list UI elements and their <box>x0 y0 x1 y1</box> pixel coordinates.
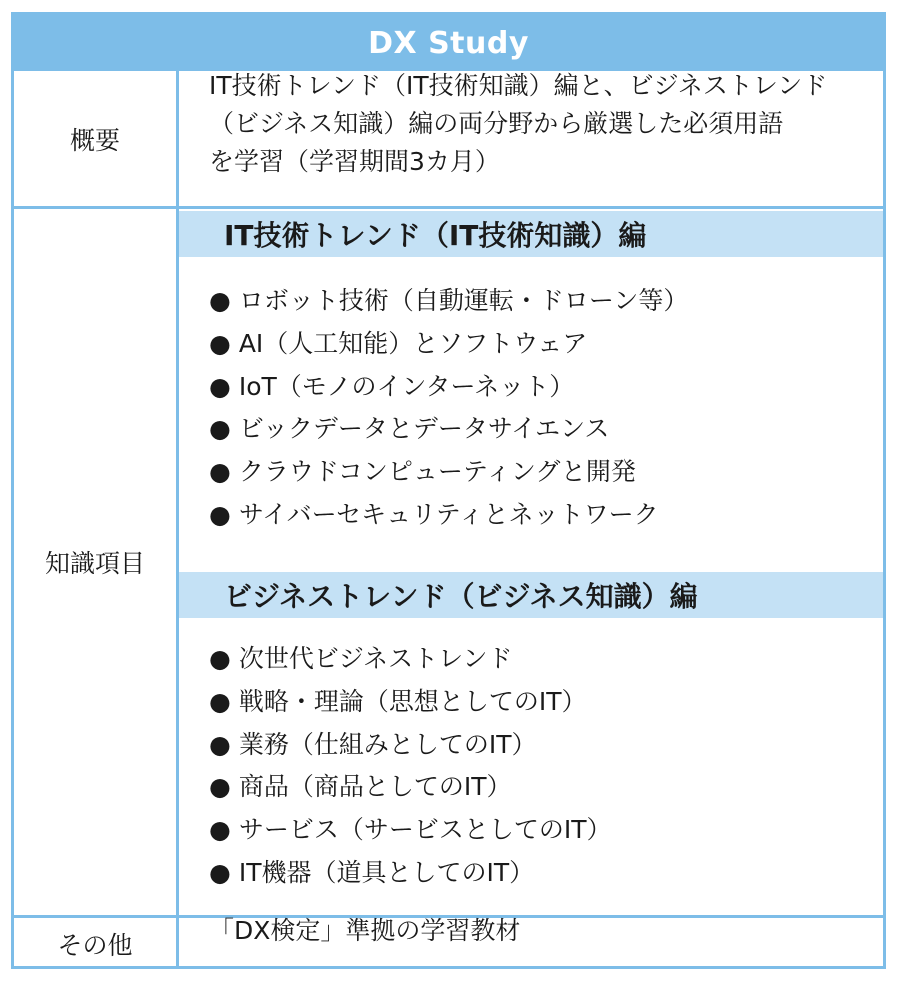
bullet-icon: ● <box>209 772 231 802</box>
bullet-icon: ● <box>209 644 231 673</box>
section-title-it-trend: IT技術トレンド（IT技術知識）編 <box>224 219 647 252</box>
list-item <box>209 323 688 366</box>
list-item <box>209 638 611 681</box>
section-title-business-trend: ビジネストレンド（ビジネス知識）編 <box>224 580 698 613</box>
bullet-icon: ● <box>209 815 231 845</box>
bullet-icon: ● <box>209 457 231 487</box>
list-item-text: ビックデータとデータサイエンス <box>238 414 610 444</box>
bullet-icon: ● <box>209 729 231 759</box>
list-item <box>209 366 688 409</box>
overview-line: （ビジネス知識）編の両分野から厳選した必須用語 <box>209 109 784 138</box>
row-label-overview: 概要 <box>69 125 120 155</box>
bullet-icon: ● <box>209 371 231 401</box>
list-item-text: 業務（仕組みとしてのIT） <box>238 729 537 759</box>
list-item-text: 次世代ビジネストレンド <box>238 644 513 673</box>
list-item <box>209 766 611 809</box>
list-item <box>209 681 611 724</box>
list-item <box>209 809 611 852</box>
list-item-text: サイバーセキュリティとネットワーク <box>238 499 659 529</box>
list-item <box>209 451 688 494</box>
list-item-text: IT機器（道具としてのIT） <box>238 857 535 887</box>
list-item-text: IoT（モノのインターネット） <box>238 371 575 401</box>
section-header-it-trend <box>179 211 883 257</box>
list-item <box>209 494 688 537</box>
list-item <box>209 852 611 895</box>
overview-text <box>209 67 859 181</box>
bullet-icon: ● <box>209 286 231 315</box>
bullet-icon: ● <box>209 328 231 358</box>
other-text: 「DX検定」準拠の学習教材 <box>209 915 521 945</box>
overview-line: IT技術トレンド（IT技術知識）編と、ビジネストレンド <box>209 71 828 100</box>
list-item-text: サービス（サービスとしてのIT） <box>238 815 612 845</box>
list-item-text: ロボット技術（自動運転・ドローン等） <box>238 286 689 315</box>
list-item-text: 戦略・理論（思想としてのIT） <box>238 686 587 716</box>
bullet-list-business-trend <box>209 638 611 895</box>
list-item <box>209 724 611 767</box>
overview-line: を学習（学習期間3カ月） <box>209 147 500 176</box>
list-item <box>209 408 688 451</box>
list-item-text: クラウドコンピューティングと開発 <box>238 457 636 487</box>
row-label-knowledge: 知識項目 <box>44 549 145 578</box>
section-header-business-trend <box>179 572 883 618</box>
bullet-icon: ● <box>209 499 231 529</box>
bullet-list-it-trend <box>209 280 688 537</box>
table-title: DX Study <box>14 15 883 71</box>
bullet-icon: ● <box>209 414 231 444</box>
row-label-other: その他 <box>57 930 133 960</box>
list-item <box>209 280 688 323</box>
list-item-text: AI（人工知能）とソフトウェア <box>238 328 588 358</box>
list-item-text: 商品（商品としてのIT） <box>238 772 512 802</box>
bullet-icon: ● <box>209 857 231 887</box>
bullet-icon: ● <box>209 686 231 716</box>
